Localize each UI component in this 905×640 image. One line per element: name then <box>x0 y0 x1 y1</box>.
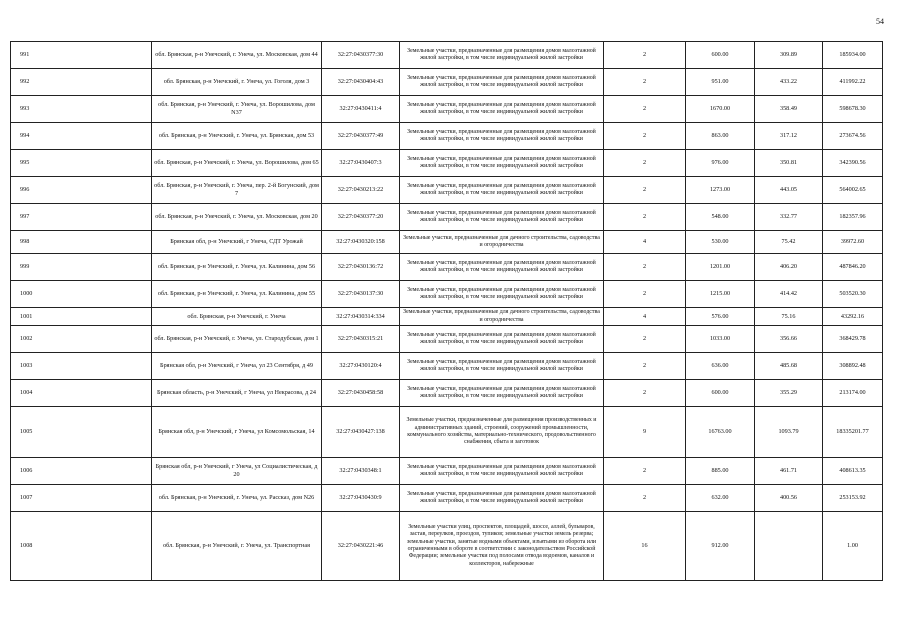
address-cell: Брянская обл, р-н Унечский, г Унеча, ул Комсомольская, 14 <box>152 407 322 458</box>
unit-value-cell: 332.77 <box>755 204 823 231</box>
area-cell: 1273.00 <box>686 177 755 204</box>
unit-value-cell: 356.66 <box>755 326 823 353</box>
address-cell: обл. Брянская, р-н Унечский, г. Унеча, пер. 2-й Богунский, дом 7 <box>152 177 322 204</box>
land-use-cell: Земельные участки улиц, проспектов, площадей, шоссе, аллей, бульваров, застав, переулков, проездов, тупиков; земельные участки земель резерва; земельные участки, занятые водными объектами, изъятыми из оборота или ограниченными в обороте в соответствии с законодательством Российской Федерации; земельные участки под полосами отвода водоемов, каналов и коллекторов, набережные <box>400 512 604 581</box>
cadastral-number-cell: 32:27:0430314:334 <box>322 308 400 326</box>
cadastral-value-cell: 408613.35 <box>823 458 883 485</box>
table-row <box>11 308 883 326</box>
cadastral-number-cell: 32:27:0430407:3 <box>322 150 400 177</box>
address-cell: Брянская обл, р-н Унечский, г Унеча, СДТ Урожай <box>152 231 322 254</box>
group-number-cell: 4 <box>604 308 686 326</box>
unit-value-cell: 75.42 <box>755 231 823 254</box>
area-cell: 1215.00 <box>686 281 755 308</box>
land-use-cell: Земельные участки, предназначенные для размещения домов малоэтажной жилой застройки, в том числе индивидуальной жилой застройки <box>400 204 604 231</box>
table-row <box>11 254 883 281</box>
group-number-cell: 2 <box>604 281 686 308</box>
cadastral-value-cell: 411992.22 <box>823 69 883 96</box>
group-number-cell: 2 <box>604 69 686 96</box>
cadastral-value-cell: 39972.60 <box>823 231 883 254</box>
row-number-cell: 997 <box>11 204 152 231</box>
cadastral-value-cell: 185934.00 <box>823 42 883 69</box>
group-number-cell: 2 <box>604 326 686 353</box>
table-row <box>11 458 883 485</box>
cadastral-number-cell: 32:27:0430411:4 <box>322 96 400 123</box>
group-number-cell: 2 <box>604 177 686 204</box>
group-number-cell: 2 <box>604 96 686 123</box>
area-cell: 976.00 <box>686 150 755 177</box>
cadastral-number-cell: 32:27:0430315:21 <box>322 326 400 353</box>
table-row <box>11 380 883 407</box>
table-row <box>11 42 883 69</box>
page-number: 54 <box>876 17 884 26</box>
cadastral-value-cell: 564002.65 <box>823 177 883 204</box>
land-use-cell: Земельные участки, предназначенные для размещения домов малоэтажной жилой застройки, в том числе индивидуальной жилой застройки <box>400 177 604 204</box>
cadastral-value-cell: 598678.30 <box>823 96 883 123</box>
group-number-cell: 2 <box>604 42 686 69</box>
address-cell: обл. Брянская, р-н Унечский, г. Унеча, ул. Транспортная <box>152 512 322 581</box>
cadastral-value-cell: 308892.48 <box>823 353 883 380</box>
area-cell: 1033.00 <box>686 326 755 353</box>
group-number-cell: 2 <box>604 485 686 512</box>
row-number-cell: 1005 <box>11 407 152 458</box>
cadastral-value-cell: 342390.56 <box>823 150 883 177</box>
unit-value-cell: 400.56 <box>755 485 823 512</box>
land-use-cell: Земельные участки, предназначенные для дачного строительства, садоводства и огородничества <box>400 231 604 254</box>
group-number-cell: 2 <box>604 254 686 281</box>
cadastral-number-cell: 32:27:0430377:49 <box>322 123 400 150</box>
cadastral-number-cell: 32:27:0430377:20 <box>322 204 400 231</box>
area-cell: 600.00 <box>686 42 755 69</box>
table-row <box>11 177 883 204</box>
table-row <box>11 512 883 581</box>
row-number-cell: 991 <box>11 42 152 69</box>
cadastral-number-cell: 32:27:0430213:22 <box>322 177 400 204</box>
area-cell: 530.00 <box>686 231 755 254</box>
cadastral-value-cell: 213174.00 <box>823 380 883 407</box>
row-number-cell: 999 <box>11 254 152 281</box>
address-cell: обл. Брянская, р-н Унечский, г. Унеча, ул. Ворошилова, дом N37 <box>152 96 322 123</box>
address-cell: обл. Брянская, р-н Унечский, г. Унеча, ул. Московская, дом 44 <box>152 42 322 69</box>
land-use-cell: Земельные участки, предназначенные для размещения домов малоэтажной жилой застройки, в том числе индивидуальной жилой застройки <box>400 353 604 380</box>
table-row <box>11 281 883 308</box>
unit-value-cell: 414.42 <box>755 281 823 308</box>
cadastral-value-cell: 487846.20 <box>823 254 883 281</box>
table-row <box>11 326 883 353</box>
cadastral-value-table <box>10 41 883 581</box>
address-cell: обл. Брянская, р-н Унечский, г. Унеча, ул. Гоголя, дом 3 <box>152 69 322 96</box>
unit-value-cell: 406.20 <box>755 254 823 281</box>
table-row <box>11 231 883 254</box>
table-row <box>11 150 883 177</box>
unit-value-cell: 1093.79 <box>755 407 823 458</box>
table-row <box>11 204 883 231</box>
unit-value-cell: 355.29 <box>755 380 823 407</box>
group-number-cell: 2 <box>604 150 686 177</box>
address-cell: обл. Брянская, р-н Унечский, г. Унеча, ул. Рассказ, дом N26 <box>152 485 322 512</box>
land-use-cell: Земельные участки, предназначенные для размещения производственных и административных зданий, строений, сооружений промышленности, коммунального хозяйства, материально-технического, продовольственного снабжения, сбыта и заготовок <box>400 407 604 458</box>
table-row <box>11 69 883 96</box>
cadastral-value-cell: 182357.96 <box>823 204 883 231</box>
cadastral-number-cell: 32:27:0430427:138 <box>322 407 400 458</box>
row-number-cell: 995 <box>11 150 152 177</box>
row-number-cell: 1003 <box>11 353 152 380</box>
area-cell: 885.00 <box>686 458 755 485</box>
cadastral-value-cell: 18335201.77 <box>823 407 883 458</box>
cadastral-number-cell: 32:27:0430137:30 <box>322 281 400 308</box>
group-number-cell: 9 <box>604 407 686 458</box>
row-number-cell: 1002 <box>11 326 152 353</box>
row-number-cell: 998 <box>11 231 152 254</box>
cadastral-number-cell: 32:27:0430348:1 <box>322 458 400 485</box>
land-use-cell: Земельные участки, предназначенные для размещения домов малоэтажной жилой застройки, в том числе индивидуальной жилой застройки <box>400 150 604 177</box>
unit-value-cell: 443.05 <box>755 177 823 204</box>
land-use-cell: Земельные участки, предназначенные для размещения домов малоэтажной жилой застройки, в том числе индивидуальной жилой застройки <box>400 380 604 407</box>
unit-value-cell: 317.12 <box>755 123 823 150</box>
unit-value-cell: 309.89 <box>755 42 823 69</box>
land-use-cell: Земельные участки, предназначенные для дачного строительства, садоводства и огородничества <box>400 308 604 326</box>
cadastral-value-cell: 1.00 <box>823 512 883 581</box>
cadastral-number-cell: 32:27:0430377:30 <box>322 42 400 69</box>
group-number-cell: 2 <box>604 123 686 150</box>
cadastral-value-cell: 253153.92 <box>823 485 883 512</box>
area-cell: 951.00 <box>686 69 755 96</box>
address-cell: обл. Брянская, р-н Унечский, г. Унеча, ул. Стародубская, дом 1 <box>152 326 322 353</box>
address-cell: Брянская обл, р-н Унечский, г Унеча, ул 23 Сентября, д 49 <box>152 353 322 380</box>
table-row <box>11 353 883 380</box>
land-use-cell: Земельные участки, предназначенные для размещения домов малоэтажной жилой застройки, в том числе индивидуальной жилой застройки <box>400 96 604 123</box>
row-number-cell: 1008 <box>11 512 152 581</box>
area-cell: 1201.00 <box>686 254 755 281</box>
cadastral-number-cell: 32:27:0430458:58 <box>322 380 400 407</box>
cadastral-number-cell: 32:27:0430221:46 <box>322 512 400 581</box>
address-cell: обл. Брянская, р-н Унечский, г. Унеча, ул. Московская, дом 20 <box>152 204 322 231</box>
group-number-cell: 2 <box>604 353 686 380</box>
table-row <box>11 123 883 150</box>
row-number-cell: 1000 <box>11 281 152 308</box>
row-number-cell: 994 <box>11 123 152 150</box>
address-cell: Брянская область, р-н Унечский, г Унеча, ул Некрасова, д 24 <box>152 380 322 407</box>
land-use-cell: Земельные участки, предназначенные для размещения домов малоэтажной жилой застройки, в том числе индивидуальной жилой застройки <box>400 281 604 308</box>
address-cell: обл. Брянская, р-н Унечский, г. Унеча, ул. Ворошилова, дом 65 <box>152 150 322 177</box>
cadastral-number-cell: 32:27:0430430:9 <box>322 485 400 512</box>
table-row <box>11 407 883 458</box>
address-cell: обл. Брянская, р-н Унечский, г. Унеча <box>152 308 322 326</box>
land-use-cell: Земельные участки, предназначенные для размещения домов малоэтажной жилой застройки, в том числе индивидуальной жилой застройки <box>400 123 604 150</box>
cadastral-number-cell: 32:27:0430404:43 <box>322 69 400 96</box>
address-cell: обл. Брянская, р-н Унечский, г. Унеча, ул. Калинина, дом 55 <box>152 281 322 308</box>
area-cell: 548.00 <box>686 204 755 231</box>
area-cell: 576.00 <box>686 308 755 326</box>
area-cell: 863.00 <box>686 123 755 150</box>
unit-value-cell: 485.68 <box>755 353 823 380</box>
cadastral-number-cell: 32:27:0430136:72 <box>322 254 400 281</box>
unit-value-cell: 433.22 <box>755 69 823 96</box>
group-number-cell: 2 <box>604 204 686 231</box>
area-cell: 600.00 <box>686 380 755 407</box>
land-use-cell: Земельные участки, предназначенные для размещения домов малоэтажной жилой застройки, в том числе индивидуальной жилой застройки <box>400 485 604 512</box>
address-cell: Брянская обл, р-н Унечский, г Унеча, ул Социалистическая, д 20 <box>152 458 322 485</box>
group-number-cell: 16 <box>604 512 686 581</box>
address-cell: обл. Брянская, р-н Унечский, г. Унеча, ул. Калинина, дом 56 <box>152 254 322 281</box>
row-number-cell: 1007 <box>11 485 152 512</box>
address-cell: обл. Брянская, р-н Унечский, г. Унеча, ул. Брянская, дом 53 <box>152 123 322 150</box>
row-number-cell: 1001 <box>11 308 152 326</box>
land-use-cell: Земельные участки, предназначенные для размещения домов малоэтажной жилой застройки, в том числе индивидуальной жилой застройки <box>400 326 604 353</box>
group-number-cell: 2 <box>604 380 686 407</box>
area-cell: 16763.00 <box>686 407 755 458</box>
cadastral-value-cell: 368429.78 <box>823 326 883 353</box>
group-number-cell: 4 <box>604 231 686 254</box>
cadastral-value-cell: 273674.56 <box>823 123 883 150</box>
land-use-cell: Земельные участки, предназначенные для размещения домов малоэтажной жилой застройки, в том числе индивидуальной жилой застройки <box>400 254 604 281</box>
row-number-cell: 1004 <box>11 380 152 407</box>
cadastral-value-cell: 503520.30 <box>823 281 883 308</box>
unit-value-cell: 358.49 <box>755 96 823 123</box>
unit-value-cell: 350.81 <box>755 150 823 177</box>
row-number-cell: 996 <box>11 177 152 204</box>
unit-value-cell <box>755 512 823 581</box>
table-row <box>11 96 883 123</box>
cadastral-number-cell: 32:27:0430320:158 <box>322 231 400 254</box>
land-use-cell: Земельные участки, предназначенные для размещения домов малоэтажной жилой застройки, в том числе индивидуальной жилой застройки <box>400 42 604 69</box>
area-cell: 912.00 <box>686 512 755 581</box>
cadastral-value-cell: 43292.16 <box>823 308 883 326</box>
area-cell: 636.00 <box>686 353 755 380</box>
row-number-cell: 1006 <box>11 458 152 485</box>
land-use-cell: Земельные участки, предназначенные для размещения домов малоэтажной жилой застройки, в том числе индивидуальной жилой застройки <box>400 69 604 96</box>
group-number-cell: 2 <box>604 458 686 485</box>
row-number-cell: 993 <box>11 96 152 123</box>
area-cell: 1670.00 <box>686 96 755 123</box>
unit-value-cell: 461.71 <box>755 458 823 485</box>
unit-value-cell: 75.16 <box>755 308 823 326</box>
table-row <box>11 485 883 512</box>
row-number-cell: 992 <box>11 69 152 96</box>
area-cell: 632.00 <box>686 485 755 512</box>
land-use-cell: Земельные участки, предназначенные для размещения домов малоэтажной жилой застройки, в том числе индивидуальной жилой застройки <box>400 458 604 485</box>
cadastral-number-cell: 32:27:0430120:4 <box>322 353 400 380</box>
